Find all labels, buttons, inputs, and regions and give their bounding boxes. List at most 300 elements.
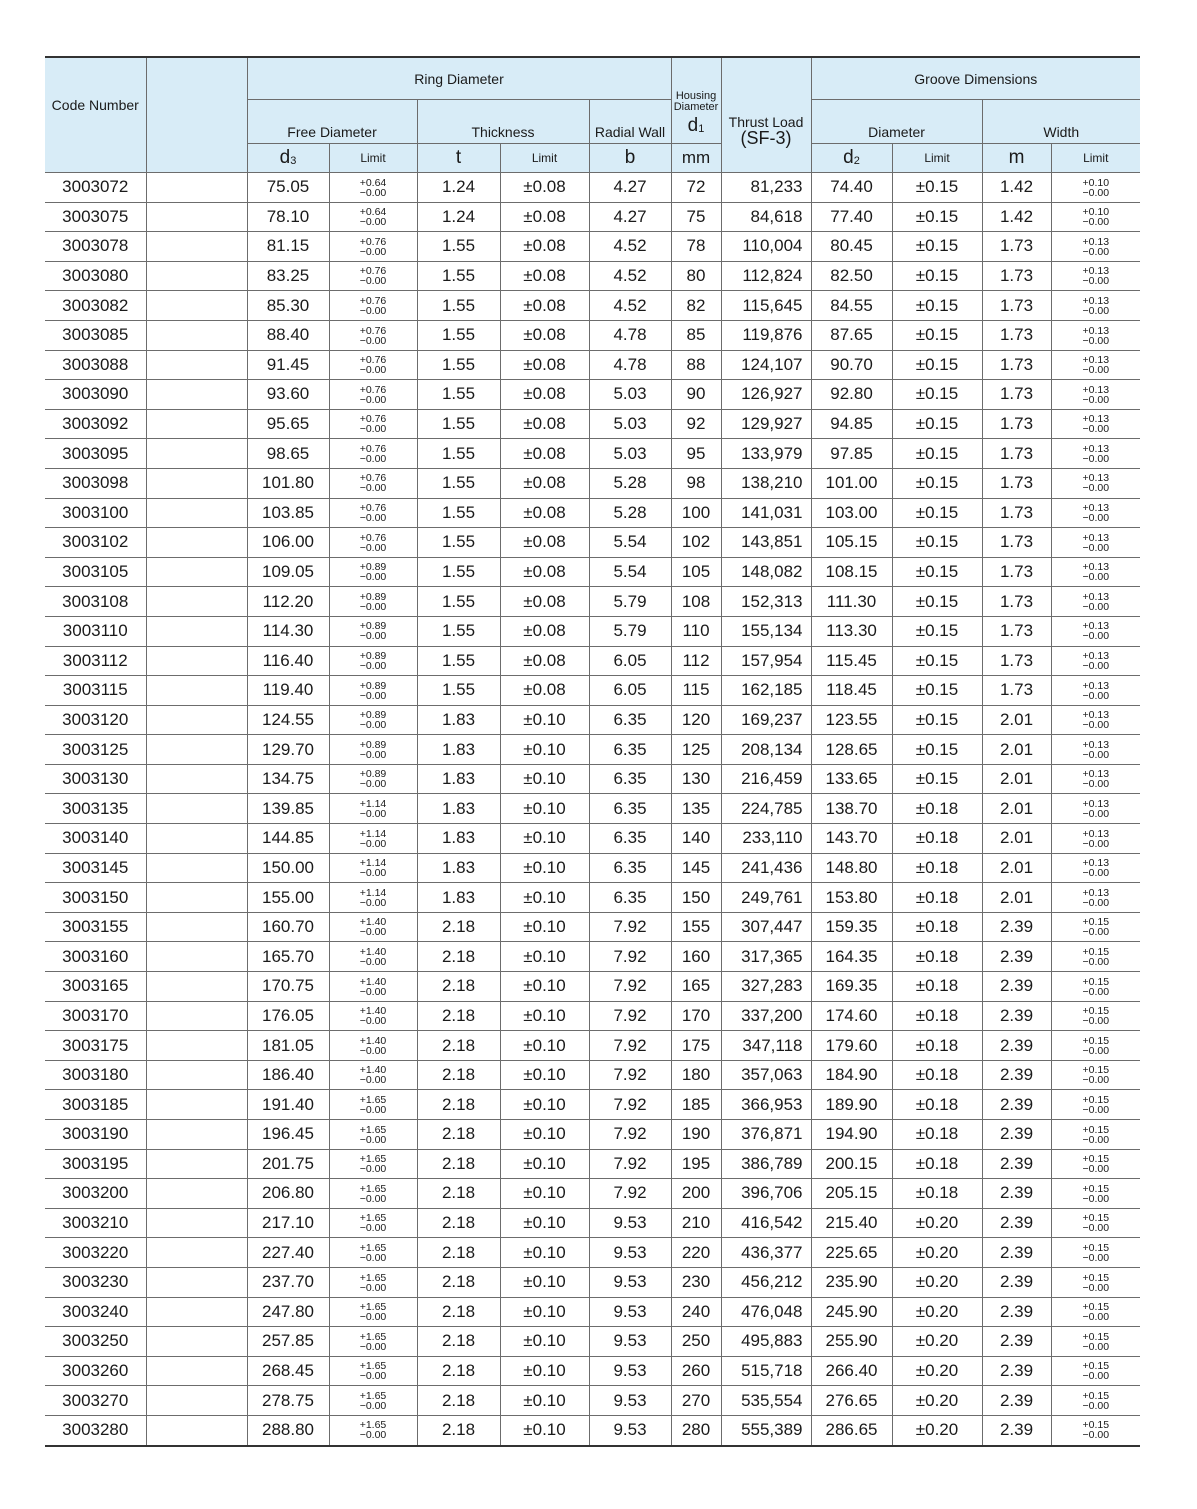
- cell-code: 3003075: [45, 202, 146, 232]
- cell-d2-limit: ±0.15: [892, 646, 982, 676]
- cell-t: 1.55: [417, 498, 500, 528]
- cell-t: 2.18: [417, 1356, 500, 1386]
- cell-d1: 95: [671, 439, 721, 469]
- limit-minus: −0.00: [1082, 808, 1110, 821]
- cell-thrust: 476,048: [721, 1297, 811, 1327]
- cell-d3-limit: [329, 1208, 417, 1238]
- limit-plus: +0.15: [1082, 1064, 1110, 1077]
- cell-d1: 98: [671, 468, 721, 498]
- cell-code: 3003088: [45, 350, 146, 380]
- header-t-limit: Limit: [500, 144, 589, 173]
- limit-minus: −0.00: [1082, 1251, 1110, 1264]
- cell-t: 2.18: [417, 1031, 500, 1061]
- limit-plus: +0.13: [1082, 768, 1110, 781]
- cell-d2: 205.15: [811, 1179, 892, 1209]
- limit-plus: +0.76: [359, 354, 387, 367]
- limit-plus: +0.15: [1082, 1241, 1110, 1254]
- cell-t-limit: ±0.10: [500, 1120, 589, 1150]
- cell-blank: [146, 557, 247, 587]
- cell-thrust: 126,927: [721, 380, 811, 410]
- cell-t: 1.55: [417, 557, 500, 587]
- limit-plus: +0.64: [359, 206, 387, 219]
- table-row: [45, 1327, 1140, 1357]
- limit-plus: +1.65: [359, 1419, 387, 1432]
- cell-d2: 123.55: [811, 705, 892, 735]
- cell-m: 1.42: [982, 202, 1051, 232]
- limit-minus: −0.00: [359, 186, 387, 199]
- limit-minus: −0.00: [1082, 1399, 1110, 1412]
- cell-t: 2.18: [417, 912, 500, 942]
- cell-b: 5.03: [589, 380, 671, 410]
- cell-d2: 128.65: [811, 735, 892, 765]
- cell-m-limit: [1051, 439, 1140, 469]
- cell-d3-limit: [329, 1267, 417, 1297]
- table-row: [45, 498, 1140, 528]
- cell-d2: 115.45: [811, 646, 892, 676]
- cell-m-limit: [1051, 1267, 1140, 1297]
- cell-d2: 169.35: [811, 972, 892, 1002]
- limit-plus: +0.15: [1082, 1271, 1110, 1284]
- cell-d2-limit: ±0.15: [892, 557, 982, 587]
- limit-plus: +0.13: [1082, 472, 1110, 485]
- cell-d3: 88.40: [247, 320, 329, 350]
- limit-minus: −0.00: [1082, 1222, 1110, 1235]
- cell-d3-limit: [329, 942, 417, 972]
- cell-t: 1.55: [417, 261, 500, 291]
- cell-d3: 134.75: [247, 764, 329, 794]
- cell-blank: [146, 1297, 247, 1327]
- cell-d2: 194.90: [811, 1120, 892, 1150]
- cell-b: 7.92: [589, 912, 671, 942]
- cell-d1: 150: [671, 883, 721, 913]
- limit-minus: −0.00: [359, 630, 387, 643]
- cell-d2: 153.80: [811, 883, 892, 913]
- limit-plus: +0.76: [359, 324, 387, 337]
- limit-minus: −0.00: [1082, 1074, 1110, 1087]
- cell-b: 7.92: [589, 1031, 671, 1061]
- housing-symbol: $d_1$: [687, 114, 705, 136]
- limit-minus: −0.00: [359, 1103, 387, 1116]
- cell-t-limit: ±0.08: [500, 587, 589, 617]
- limit-minus: −0.00: [1082, 719, 1110, 732]
- cell-d1: 145: [671, 853, 721, 883]
- cell-t: 1.55: [417, 676, 500, 706]
- cell-d3-limit: [329, 1386, 417, 1416]
- cell-blank: [146, 883, 247, 913]
- header-m: m: [982, 144, 1051, 173]
- cell-code: 3003112: [45, 646, 146, 676]
- cell-blank: [146, 794, 247, 824]
- limit-plus: +0.76: [359, 413, 387, 426]
- cell-t: 1.83: [417, 735, 500, 765]
- limit-plus: +0.15: [1082, 916, 1110, 929]
- cell-d1: 250: [671, 1327, 721, 1357]
- cell-b: 7.92: [589, 1060, 671, 1090]
- cell-t: 2.18: [417, 972, 500, 1002]
- limit-minus: −0.00: [1082, 364, 1110, 377]
- limit-minus: −0.00: [1082, 896, 1110, 909]
- table-row: [45, 676, 1140, 706]
- cell-t-limit: ±0.10: [500, 735, 589, 765]
- cell-m: 1.73: [982, 616, 1051, 646]
- cell-d1: 260: [671, 1356, 721, 1386]
- cell-t: 2.18: [417, 1327, 500, 1357]
- cell-d1: 100: [671, 498, 721, 528]
- cell-d2: 184.90: [811, 1060, 892, 1090]
- limit-plus: +0.15: [1082, 1123, 1110, 1136]
- cell-d1: 200: [671, 1179, 721, 1209]
- limit-minus: −0.00: [359, 867, 387, 880]
- cell-t-limit: ±0.10: [500, 912, 589, 942]
- limit-minus: −0.00: [359, 719, 387, 732]
- cell-m-limit: [1051, 498, 1140, 528]
- spec-table-container: [45, 56, 1140, 1447]
- cell-b: 9.53: [589, 1386, 671, 1416]
- limit-minus: −0.00: [1082, 1340, 1110, 1353]
- table-row: [45, 468, 1140, 498]
- limit-plus: +0.13: [1082, 442, 1110, 455]
- cell-d2: 200.15: [811, 1149, 892, 1179]
- cell-code: 3003170: [45, 1001, 146, 1031]
- cell-code: 3003240: [45, 1297, 146, 1327]
- table-row: [45, 1001, 1140, 1031]
- cell-blank: [146, 616, 247, 646]
- cell-blank: [146, 824, 247, 854]
- cell-d1: 102: [671, 528, 721, 558]
- cell-d1: 180: [671, 1060, 721, 1090]
- header-width: Width: [982, 100, 1140, 144]
- cell-t-limit: ±0.10: [500, 1149, 589, 1179]
- limit-minus: −0.00: [1082, 482, 1110, 495]
- cell-blank: [146, 1327, 247, 1357]
- table-row: [45, 1060, 1140, 1090]
- cell-d3-limit: [329, 616, 417, 646]
- limit-plus: +1.65: [359, 1212, 387, 1225]
- cell-d3: 217.10: [247, 1208, 329, 1238]
- cell-d3: 227.40: [247, 1238, 329, 1268]
- table-row: [45, 705, 1140, 735]
- cell-code: 3003102: [45, 528, 146, 558]
- limit-minus: −0.00: [359, 600, 387, 613]
- cell-t-limit: ±0.08: [500, 468, 589, 498]
- table-row: [45, 794, 1140, 824]
- limit-plus: +0.15: [1082, 1034, 1110, 1047]
- cell-blank: [146, 291, 247, 321]
- cell-d3-limit: [329, 1327, 417, 1357]
- cell-d2: 159.35: [811, 912, 892, 942]
- limit-minus: −0.00: [1082, 541, 1110, 554]
- cell-d2: 138.70: [811, 794, 892, 824]
- cell-t-limit: ±0.10: [500, 1267, 589, 1297]
- cell-t: 1.55: [417, 409, 500, 439]
- cell-d3-limit: [329, 853, 417, 883]
- cell-m-limit: [1051, 1238, 1140, 1268]
- cell-d3: 116.40: [247, 646, 329, 676]
- cell-d3: 124.55: [247, 705, 329, 735]
- cell-b: 6.35: [589, 824, 671, 854]
- cell-t: 1.55: [417, 320, 500, 350]
- table-row: [45, 439, 1140, 469]
- limit-minus: −0.00: [1082, 630, 1110, 643]
- cell-d2: 74.40: [811, 173, 892, 203]
- cell-t-limit: ±0.08: [500, 439, 589, 469]
- cell-blank: [146, 232, 247, 262]
- cell-d2: 77.40: [811, 202, 892, 232]
- cell-thrust: 143,851: [721, 528, 811, 558]
- cell-t: 1.24: [417, 202, 500, 232]
- limit-plus: +0.89: [359, 590, 387, 603]
- cell-d2-limit: ±0.18: [892, 853, 982, 883]
- limit-plus: +0.13: [1082, 354, 1110, 367]
- cell-t-limit: ±0.10: [500, 1386, 589, 1416]
- cell-b: 5.79: [589, 587, 671, 617]
- cell-code: 3003200: [45, 1179, 146, 1209]
- cell-code: 3003145: [45, 853, 146, 883]
- cell-d1: 190: [671, 1120, 721, 1150]
- cell-t: 1.83: [417, 853, 500, 883]
- cell-thrust: 366,953: [721, 1090, 811, 1120]
- cell-blank: [146, 1386, 247, 1416]
- cell-t-limit: ±0.08: [500, 646, 589, 676]
- limit-plus: +1.65: [359, 1330, 387, 1343]
- cell-thrust: 169,237: [721, 705, 811, 735]
- limit-minus: −0.00: [1082, 245, 1110, 258]
- cell-d2-limit: ±0.15: [892, 409, 982, 439]
- limit-minus: −0.00: [1082, 1311, 1110, 1324]
- cell-d2-limit: ±0.15: [892, 173, 982, 203]
- cell-d3: 247.80: [247, 1297, 329, 1327]
- cell-b: 9.53: [589, 1297, 671, 1327]
- cell-thrust: 347,118: [721, 1031, 811, 1061]
- limit-plus: +0.15: [1082, 1005, 1110, 1018]
- cell-b: 6.35: [589, 735, 671, 765]
- cell-d2-limit: ±0.18: [892, 972, 982, 1002]
- cell-m-limit: [1051, 1149, 1140, 1179]
- cell-m: 2.39: [982, 1386, 1051, 1416]
- cell-d1: 112: [671, 646, 721, 676]
- limit-plus: +0.76: [359, 235, 387, 248]
- cell-code: 3003180: [45, 1060, 146, 1090]
- cell-t: 1.55: [417, 587, 500, 617]
- limit-plus: +0.13: [1082, 561, 1110, 574]
- cell-m: 1.73: [982, 409, 1051, 439]
- cell-blank: [146, 1208, 247, 1238]
- cell-blank: [146, 468, 247, 498]
- cell-d2-limit: ±0.20: [892, 1238, 982, 1268]
- cell-m-limit: [1051, 1120, 1140, 1150]
- limit-plus: +0.13: [1082, 324, 1110, 337]
- table-row: [45, 1179, 1140, 1209]
- cell-d1: 110: [671, 616, 721, 646]
- limit-minus: −0.00: [359, 393, 387, 406]
- cell-d2: 225.65: [811, 1238, 892, 1268]
- cell-m: 1.73: [982, 528, 1051, 558]
- cell-m: 2.39: [982, 1356, 1051, 1386]
- limit-plus: +0.13: [1082, 679, 1110, 692]
- cell-thrust: 515,718: [721, 1356, 811, 1386]
- cell-d3: 95.65: [247, 409, 329, 439]
- cell-b: 5.79: [589, 616, 671, 646]
- limit-plus: +0.89: [359, 768, 387, 781]
- cell-thrust: 81,233: [721, 173, 811, 203]
- cell-b: 7.92: [589, 972, 671, 1002]
- limit-minus: −0.00: [359, 778, 387, 791]
- cell-code: 3003195: [45, 1149, 146, 1179]
- cell-t-limit: ±0.10: [500, 1060, 589, 1090]
- table-row: [45, 1031, 1140, 1061]
- cell-d2-limit: ±0.20: [892, 1297, 982, 1327]
- limit-plus: +1.65: [359, 1360, 387, 1373]
- cell-t-limit: ±0.10: [500, 1297, 589, 1327]
- cell-d3-limit: [329, 587, 417, 617]
- cell-d2-limit: ±0.20: [892, 1415, 982, 1445]
- cell-b: 6.05: [589, 646, 671, 676]
- cell-d2: 87.65: [811, 320, 892, 350]
- cell-m: 1.73: [982, 498, 1051, 528]
- cell-thrust: 124,107: [721, 350, 811, 380]
- cell-code: 3003250: [45, 1327, 146, 1357]
- cell-m: 2.39: [982, 1001, 1051, 1031]
- cell-blank: [146, 173, 247, 203]
- table-row: [45, 557, 1140, 587]
- cell-thrust: 495,883: [721, 1327, 811, 1357]
- cell-thrust: 152,313: [721, 587, 811, 617]
- cell-m-limit: [1051, 202, 1140, 232]
- cell-b: 7.92: [589, 1120, 671, 1150]
- limit-minus: −0.00: [1082, 452, 1110, 465]
- cell-d3: 119.40: [247, 676, 329, 706]
- cell-code: 3003230: [45, 1267, 146, 1297]
- cell-d1: 135: [671, 794, 721, 824]
- cell-d2-limit: ±0.15: [892, 705, 982, 735]
- cell-d2: 148.80: [811, 853, 892, 883]
- cell-d3-limit: [329, 261, 417, 291]
- limit-minus: −0.00: [1082, 423, 1110, 436]
- cell-m: 2.01: [982, 764, 1051, 794]
- table-row: [45, 824, 1140, 854]
- cell-d1: 230: [671, 1267, 721, 1297]
- limit-plus: +0.13: [1082, 857, 1110, 870]
- limit-minus: −0.00: [359, 808, 387, 821]
- limit-minus: −0.00: [1082, 275, 1110, 288]
- limit-minus: −0.00: [1082, 867, 1110, 880]
- cell-b: 7.92: [589, 1179, 671, 1209]
- cell-d3: 201.75: [247, 1149, 329, 1179]
- cell-code: 3003082: [45, 291, 146, 321]
- limit-plus: +1.40: [359, 945, 387, 958]
- cell-d3: 196.45: [247, 1120, 329, 1150]
- header-d3: $d_3$: [247, 144, 329, 173]
- cell-d1: 130: [671, 764, 721, 794]
- cell-thrust: 110,004: [721, 232, 811, 262]
- table-header: [45, 57, 1140, 173]
- cell-m-limit: [1051, 853, 1140, 883]
- cell-m-limit: [1051, 1327, 1140, 1357]
- cell-d3-limit: [329, 1090, 417, 1120]
- cell-code: 3003155: [45, 912, 146, 942]
- cell-d1: 88: [671, 350, 721, 380]
- limit-minus: −0.00: [359, 689, 387, 702]
- cell-t: 1.83: [417, 705, 500, 735]
- thrust-load-sf: (SF-3): [740, 128, 792, 148]
- table-row: [45, 1415, 1140, 1445]
- table-row: [45, 173, 1140, 203]
- cell-t-limit: ±0.10: [500, 853, 589, 883]
- cell-code: 3003260: [45, 1356, 146, 1386]
- cell-m-limit: [1051, 1208, 1140, 1238]
- cell-m-limit: [1051, 764, 1140, 794]
- limit-plus: +0.13: [1082, 531, 1110, 544]
- cell-d3: 165.70: [247, 942, 329, 972]
- cell-thrust: 436,377: [721, 1238, 811, 1268]
- cell-d1: 175: [671, 1031, 721, 1061]
- table-row: [45, 261, 1140, 291]
- cell-b: 6.35: [589, 705, 671, 735]
- cell-t: 2.18: [417, 1149, 500, 1179]
- limit-plus: +0.76: [359, 502, 387, 515]
- cell-m-limit: [1051, 942, 1140, 972]
- cell-d1: 170: [671, 1001, 721, 1031]
- cell-blank: [146, 1415, 247, 1445]
- limit-plus: +1.65: [359, 1093, 387, 1106]
- cell-d3-limit: [329, 291, 417, 321]
- cell-t: 1.55: [417, 380, 500, 410]
- cell-d1: 75: [671, 202, 721, 232]
- cell-t-limit: ±0.08: [500, 291, 589, 321]
- limit-plus: +0.15: [1082, 1389, 1110, 1402]
- cell-d3: 181.05: [247, 1031, 329, 1061]
- cell-blank: [146, 1238, 247, 1268]
- cell-m-limit: [1051, 735, 1140, 765]
- cell-d2-limit: ±0.15: [892, 764, 982, 794]
- cell-code: 3003090: [45, 380, 146, 410]
- limit-plus: +0.13: [1082, 886, 1110, 899]
- cell-t: 2.18: [417, 942, 500, 972]
- cell-blank: [146, 1179, 247, 1209]
- limit-minus: −0.00: [1082, 1015, 1110, 1028]
- cell-m: 2.39: [982, 1415, 1051, 1445]
- cell-d1: 125: [671, 735, 721, 765]
- cell-t: 1.55: [417, 616, 500, 646]
- limit-minus: −0.00: [359, 955, 387, 968]
- cell-d3: 93.60: [247, 380, 329, 410]
- cell-d1: 90: [671, 380, 721, 410]
- cell-blank: [146, 676, 247, 706]
- limit-minus: −0.00: [359, 216, 387, 229]
- cell-thrust: 456,212: [721, 1267, 811, 1297]
- cell-d1: 280: [671, 1415, 721, 1445]
- limit-minus: −0.00: [1082, 1133, 1110, 1146]
- cell-d3-limit: [329, 409, 417, 439]
- limit-minus: −0.00: [359, 1015, 387, 1028]
- cell-t-limit: ±0.08: [500, 528, 589, 558]
- limit-plus: +0.89: [359, 738, 387, 751]
- cell-t-limit: ±0.08: [500, 202, 589, 232]
- header-mm: mm: [671, 144, 721, 173]
- limit-minus: −0.00: [359, 1074, 387, 1087]
- cell-d3-limit: [329, 912, 417, 942]
- limit-plus: +0.13: [1082, 709, 1110, 722]
- cell-blank: [146, 1031, 247, 1061]
- cell-d2: 97.85: [811, 439, 892, 469]
- cell-d3-limit: [329, 794, 417, 824]
- limit-minus: −0.00: [359, 1281, 387, 1294]
- cell-code: 3003270: [45, 1386, 146, 1416]
- cell-t: 1.55: [417, 232, 500, 262]
- limit-minus: −0.00: [1082, 1429, 1110, 1442]
- table-row: [45, 1297, 1140, 1327]
- cell-d3: 186.40: [247, 1060, 329, 1090]
